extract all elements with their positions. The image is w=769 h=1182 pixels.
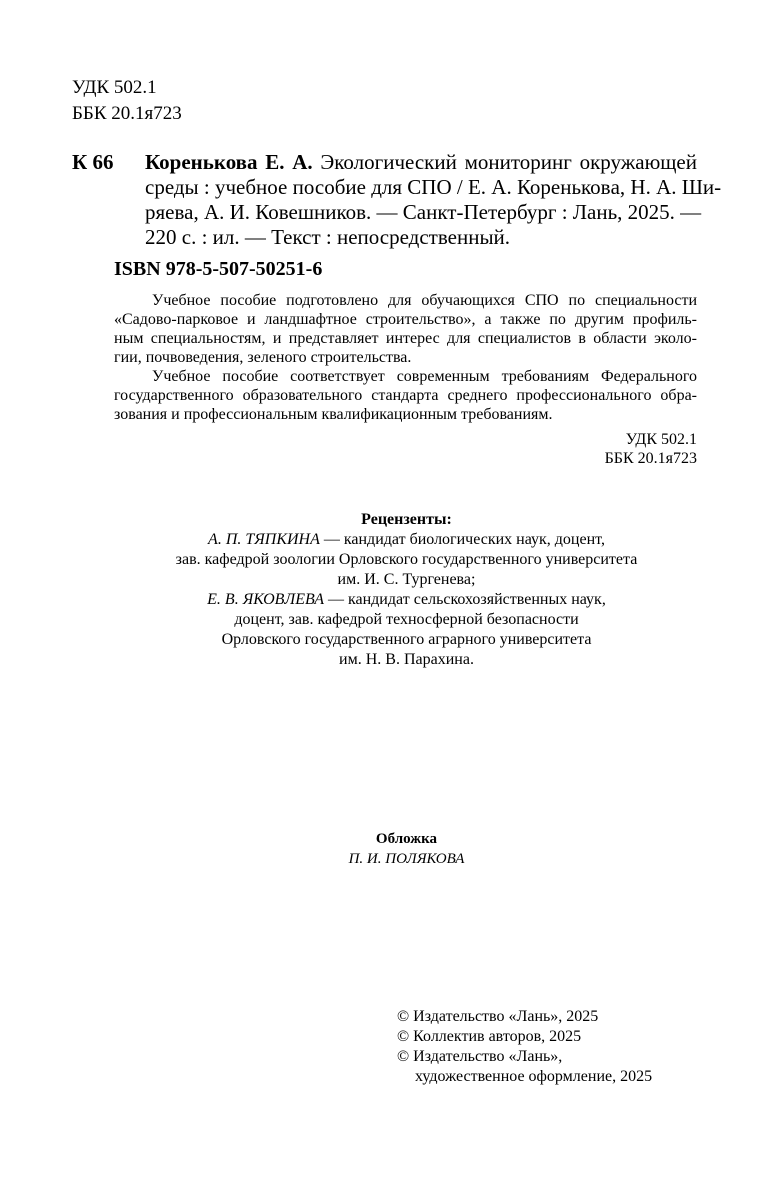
cover-heading: Обложка <box>375 831 438 847</box>
copyright-line: © Издательство «Лань», 2025 <box>397 1008 599 1025</box>
reviewer-2-line-1 <box>0 590 769 611</box>
reviewer-1-degree: — кандидат биологических наук, доцент, <box>319 531 605 548</box>
bbk-code-bottom: ББК 20.1я723 <box>604 450 697 467</box>
reviewers-heading: Рецензенты: <box>361 511 452 528</box>
reviewer-2-line-2: доцент, зав. кафедрой техносферной безопасности <box>234 611 579 628</box>
annotation-line: «Садово-парковое и ландшафтное строительство», а также по другим профиль- <box>114 311 697 328</box>
author-sign: К 66 <box>72 150 114 174</box>
copyright-line: © Издательство «Лань», <box>397 1048 563 1065</box>
udk-code-bottom: УДК 502.1 <box>625 431 697 448</box>
reviewer-1-line-3: им. И. С. Тургенева; <box>337 571 476 588</box>
annotation-line: Учебное пособие соответствует современным требованиям Федерального <box>152 368 697 385</box>
cover-designer: П. И. ПОЛЯКОВА <box>348 851 465 867</box>
udk-code: УДК 502.1 <box>72 77 157 98</box>
author-name: Кореньковa Е. А. <box>145 150 313 174</box>
reviewer-2-line-4: им. Н. В. Парахина. <box>339 651 474 668</box>
isbn: ISBN 978-5-507-50251-6 <box>114 258 323 280</box>
copyright-line: художественное оформление, 2025 <box>415 1068 653 1085</box>
annotation-line: государственного образовательного стандарта среднего профессионального обра- <box>114 387 697 404</box>
bibliographic-line-2: среды : учебное пособие для СПО / Е. А. Кореньковa, Н. А. Ши- <box>145 175 722 199</box>
bbk-code: ББК 20.1я723 <box>72 103 182 124</box>
bibliographic-line-3: ряева, А. И. Ковешников. — Санкт-Петербург : Лань, 2025. — <box>145 200 702 224</box>
annotation-line: Учебное пособие подготовлено для обучающихся СПО по специальности <box>152 292 697 309</box>
annotation-line: гии, почвоведения, зеленого строительства. <box>114 349 412 366</box>
reviewer-1-line-1 <box>0 530 769 551</box>
annotation-line: ным специальностям, и представляет интерес для специалистов в области эколо- <box>114 330 697 347</box>
reviewer-2-name: Е. В. ЯКОВЛЕВА <box>207 591 324 608</box>
bibliographic-line-4: 220 с. : ил. — Текст : непосредственный. <box>145 225 511 249</box>
reviewer-1-line-2: зав. кафедрой зоологии Орловского государственного университета <box>175 551 638 568</box>
reviewer-2-degree: — кандидат сельскохозяйственных наук, <box>323 591 606 608</box>
reviewer-1-name: А. П. ТЯПКИНА <box>208 531 320 548</box>
bibliographic-line-1 <box>145 149 697 175</box>
bibliographic-title: Экологический мониторинг окружающей <box>312 150 697 174</box>
reviewer-2-line-3: Орловского государственного аграрного университета <box>221 631 592 648</box>
annotation-line: зования и профессиональным квалификационным требованиям. <box>114 406 553 423</box>
copyright-line: © Коллектив авторов, 2025 <box>397 1028 582 1045</box>
